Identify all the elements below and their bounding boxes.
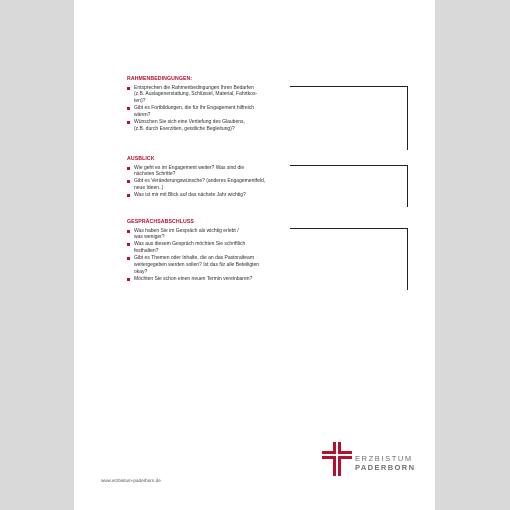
bullet-icon bbox=[127, 87, 130, 90]
question-list bbox=[127, 228, 307, 283]
question-list bbox=[127, 165, 307, 200]
section-title: RAHMENBEDINGUNGEN: bbox=[127, 76, 193, 82]
question-text: Was aus diesem Gespräch möchten Sie schriftlich festhalten? bbox=[134, 241, 246, 255]
answer-bracket bbox=[290, 165, 408, 207]
section-ausblick bbox=[127, 156, 307, 199]
logo-wordmark-line2: PADERBORN bbox=[355, 463, 416, 472]
question-text: Möchten Sie schon einen neuen Termin vereinbaren? bbox=[134, 275, 253, 282]
answer-bracket bbox=[290, 86, 408, 150]
list-item bbox=[127, 276, 307, 283]
list-item bbox=[127, 241, 307, 255]
question-text: Gibt es Veränderungswünsche? (anderes Engagementfeld, neue Ideen..) bbox=[134, 178, 266, 192]
answer-bracket bbox=[290, 228, 408, 290]
bullet-icon bbox=[127, 121, 130, 124]
question-text: Was haben Sie im Gespräch als wichtig erlebt / was weniger? bbox=[134, 227, 239, 241]
question-text: Gibt es Fortbildungen, die für Ihr Engagement hilfreich wären? bbox=[134, 105, 255, 119]
section-gespraechsabschluss bbox=[127, 219, 307, 283]
bullet-icon bbox=[127, 230, 130, 233]
cross-logo-icon bbox=[321, 441, 353, 477]
list-item bbox=[127, 119, 307, 133]
list-item bbox=[127, 228, 307, 242]
list-item bbox=[127, 178, 307, 192]
list-item bbox=[127, 105, 307, 119]
website-link[interactable]: www.erzbistum-paderborn.de bbox=[101, 478, 161, 483]
list-item bbox=[127, 192, 307, 199]
list-item bbox=[127, 255, 307, 276]
bullet-icon bbox=[127, 194, 130, 197]
logo-wordmark-line1: ERZBISTUM bbox=[355, 454, 413, 463]
section-title: AUSBLICK bbox=[127, 156, 155, 162]
bullet-icon bbox=[127, 107, 130, 110]
erzbistum-logo bbox=[321, 441, 421, 477]
question-text: Wünschen Sie sich eine Vertiefung des Glaubens, (z.B. durch Exerzitien, geistliche Begleitung)? bbox=[134, 119, 245, 132]
bullet-icon bbox=[127, 243, 130, 246]
bullet-icon bbox=[127, 278, 130, 281]
question-text: Gibt es Themen oder Inhalte, die an das Pastoralteam weitergegeben werden sollen? Ist das für alle Beteiligten okay? bbox=[134, 255, 260, 275]
question-list bbox=[127, 85, 307, 133]
bullet-icon bbox=[127, 257, 130, 260]
question-text: Was ist mir mit Blick auf das nächste Jahr wichtig? bbox=[134, 192, 246, 199]
section-rahmenbedingungen bbox=[127, 76, 307, 133]
question-text: Wie geht es im Engagement weiter? Was sind die nächsten Schritte? bbox=[134, 164, 245, 178]
question-text: Entsprechen die Rahmenbedingungen Ihren Bedarfen (z.B. Auslagenerstattung, Schlüssel, Material, Fahrtkos- ten)? bbox=[134, 84, 258, 105]
section-title: GESPRÄCHSABSCHLUSS bbox=[127, 219, 194, 225]
list-item bbox=[127, 165, 307, 179]
bullet-icon bbox=[127, 167, 130, 170]
list-item bbox=[127, 85, 307, 106]
document-page bbox=[74, 0, 435, 510]
bullet-icon bbox=[127, 180, 130, 183]
